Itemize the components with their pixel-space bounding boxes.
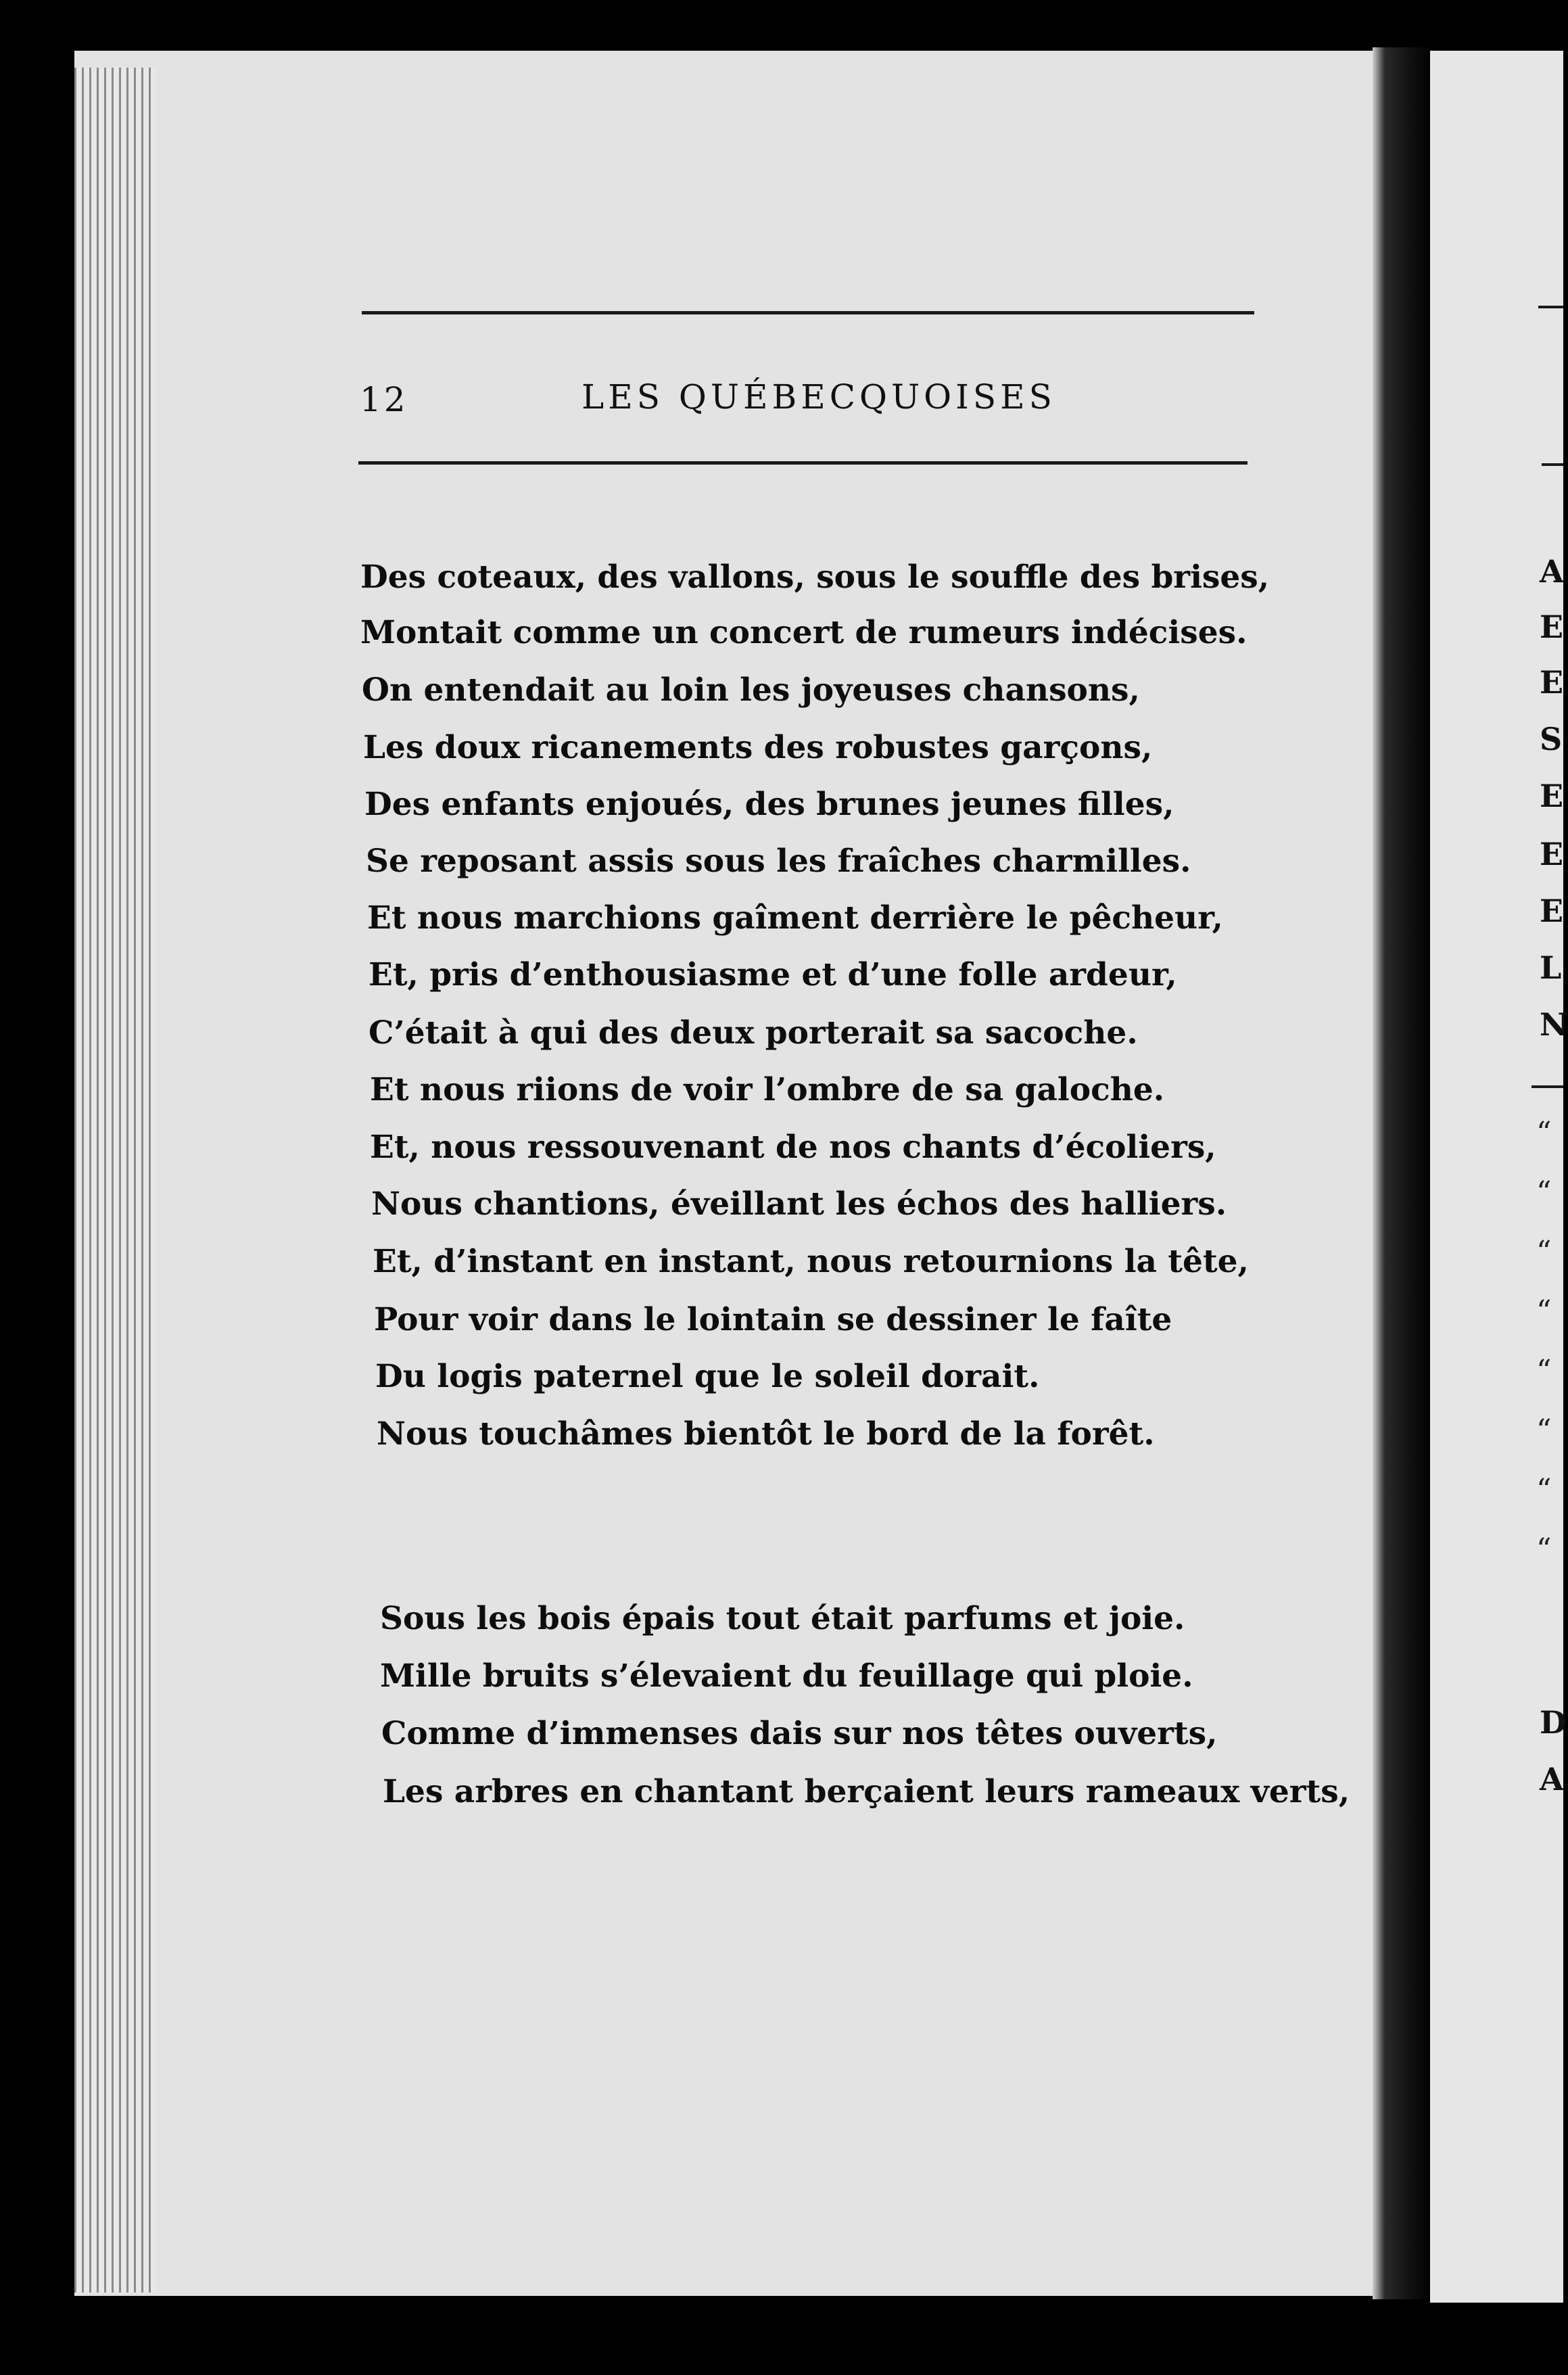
facing-page-letter: E [1540,836,1564,872]
verse-line: Les arbres en chantant berçaient leurs rameaux verts, [383,1773,1350,1810]
facing-page-quote: “ [1536,1175,1552,1210]
facing-page-rule [1538,306,1563,308]
verse-line: Pour voir dans le lointain se dessiner le faîte [374,1301,1172,1338]
running-head: LES QUÉBECQUOISES [581,377,1056,417]
facing-page-letter: L [1540,949,1562,986]
facing-page-letter: A [1540,1761,1564,1797]
facing-page-letter: S [1540,721,1563,757]
verse-line: Les doux ricanements des robustes garçons, [363,729,1153,766]
page-edge-stack [74,68,156,2292]
header-rule-bottom [358,461,1248,465]
verse-line: Mille bruits s’élevaient du feuillage qui ploie. [380,1657,1193,1695]
facing-page-quote: “ [1536,1116,1552,1150]
facing-page-letter: E [1540,609,1564,645]
facing-page-letter: A [1540,553,1564,590]
verse-line: Et nous riions de voir l’ombre de sa galoche. [370,1071,1165,1108]
facing-page-letter: D [1540,1704,1567,1741]
facing-page-letter: E [1540,664,1564,701]
verse-line: Et, d’instant en instant, nous retournions la tête, [373,1243,1249,1280]
facing-page-letter: N [1540,1006,1568,1043]
verse-line: Montait comme un concert de rumeurs indécises. [360,614,1248,651]
facing-page-quote: “ [1536,1413,1552,1448]
verse-line: Nous touchâmes bientôt le bord de la forêt. [377,1415,1155,1453]
verse-line: Comme d’immenses dais sur nos têtes ouverts, [381,1715,1218,1752]
verse-line: Nous chantions, éveillant les échos des halliers. [371,1185,1227,1223]
header-rule-top [362,311,1254,314]
facing-page-quote: “ [1536,1294,1552,1329]
verse-line: Et, nous ressouvenant de nos chants d’écoliers, [370,1129,1216,1166]
facing-page-rule [1542,463,1563,466]
verse-line: Du logis paternel que le soleil dorait. [375,1358,1040,1395]
verse-line: Se reposant assis sous les fraîches charmilles. [366,843,1191,880]
facing-page-letter: E [1540,778,1564,814]
verse-line: Sous les bois épais tout était parfums et joie. [380,1600,1185,1637]
verse-line: C’était à qui des deux porterait sa sacoche. [369,1014,1138,1052]
verse-line: On entendait au loin les joyeuses chansons, [362,672,1140,709]
book-gutter [1373,47,1433,2299]
facing-page-letter: E [1540,893,1564,929]
verse-line: Et nous marchions gaîment derrière le pêcheur, [367,899,1223,937]
page-number: 12 [360,380,408,419]
facing-page-quote: “ [1536,1235,1552,1269]
verse-line: Et, pris d’enthousiasme et d’une folle ardeur, [369,956,1177,993]
facing-page-rule [1531,1085,1563,1088]
facing-page-quote: “ [1536,1354,1552,1388]
verse-line: Des enfants enjoués, des brunes jeunes filles, [364,786,1174,823]
verse-line: Des coteaux, des vallons, sous le souffle des brises, [360,559,1270,596]
facing-page-quote: “ [1536,1473,1552,1507]
facing-page-quote: “ [1536,1532,1552,1567]
